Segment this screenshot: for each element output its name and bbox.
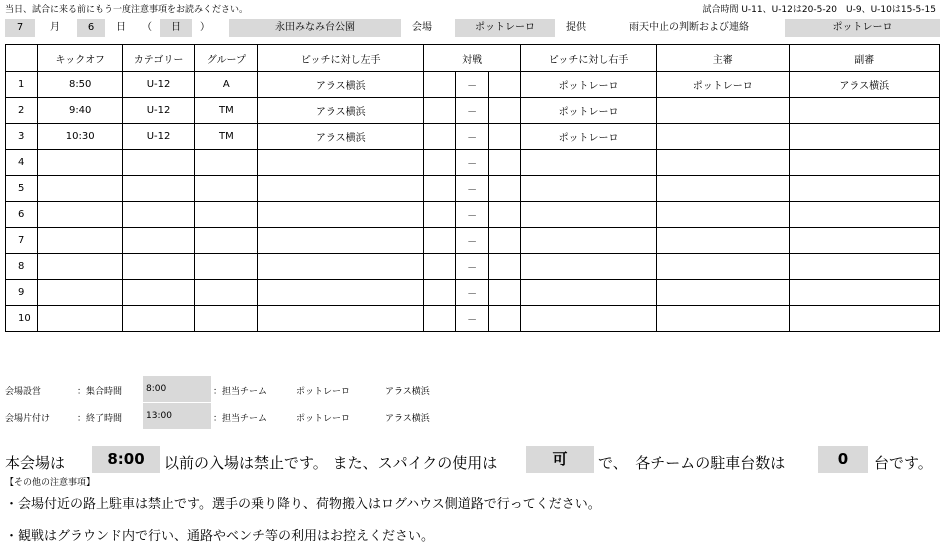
vs-dash-cell: － [455, 124, 488, 150]
row-number: 2 [6, 98, 38, 124]
assistant-cell [789, 124, 939, 150]
group-cell [195, 306, 258, 332]
group-cell: TM [195, 98, 258, 124]
parking-count: 0 [818, 446, 868, 473]
month-value: 7 [5, 19, 35, 37]
provider-label: 提供 [566, 22, 586, 33]
vs-dash-cell: － [455, 306, 488, 332]
month-label: 月 [50, 22, 60, 33]
kickoff-cell [38, 306, 122, 332]
venue-provider: ポットレーロ [455, 19, 555, 37]
schedule-table [5, 44, 940, 332]
group-cell: A [195, 72, 258, 98]
entry-text-2: 以前の入場は禁止です。 また、スパイクの使用は [164, 454, 498, 472]
vs-left-blank [424, 202, 456, 228]
vs-left-blank [424, 228, 456, 254]
vs-dash-cell: － [455, 72, 488, 98]
referee-cell [656, 228, 789, 254]
category-cell: U-12 [122, 72, 194, 98]
paren-close: ） [200, 22, 210, 33]
row-number: 9 [6, 280, 38, 306]
venue-name: 永田みなみ台公園 [229, 19, 401, 37]
right-team-cell: ポットレーロ [521, 72, 657, 98]
kickoff-cell: 10:30 [38, 124, 122, 150]
table-row [6, 306, 940, 332]
row-number: 10 [6, 306, 38, 332]
vs-right-blank [489, 254, 521, 280]
col-header-vs: 対戦 [424, 45, 521, 72]
kickoff-cell [38, 228, 122, 254]
cleanup-team-2: アラス横浜 [385, 414, 430, 424]
category-cell [122, 280, 194, 306]
right-team-cell: ポットレーロ [521, 98, 657, 124]
cleanup-time: 13:00 [143, 403, 211, 429]
setup-team-1: ポットレーロ [296, 387, 351, 397]
assistant-cell: アラス横浜 [789, 72, 939, 98]
col-header-referee: 主審 [656, 45, 789, 72]
kickoff-cell: 8:50 [38, 72, 122, 98]
entry-time: 8:00 [92, 446, 160, 473]
table-row [6, 176, 940, 202]
vs-right-blank [489, 124, 521, 150]
vs-left-blank [424, 280, 456, 306]
entry-text-3: で、 各チームの駐車台数は [598, 454, 786, 472]
category-cell [122, 150, 194, 176]
vs-right-blank [489, 176, 521, 202]
match-time-info: 試合時間 U-11、U-12は20-5-20 U-9、U-10は15-5-15 [702, 5, 936, 15]
vs-right-blank [489, 98, 521, 124]
right-team-cell [521, 228, 657, 254]
vs-dash-cell: － [455, 280, 488, 306]
group-cell [195, 202, 258, 228]
setup-time-label: ：集合時間 [77, 387, 123, 397]
referee-cell [656, 176, 789, 202]
referee-cell [656, 202, 789, 228]
row-number: 7 [6, 228, 38, 254]
table-row [6, 124, 940, 150]
table-row [6, 98, 940, 124]
vs-dash-cell: － [455, 150, 488, 176]
vs-left-blank [424, 124, 456, 150]
group-cell [195, 228, 258, 254]
col-header-left-team: ピッチに対し左手 [258, 45, 424, 72]
paren-open: （ [142, 22, 152, 33]
category-cell: U-12 [122, 124, 194, 150]
note-item-1: ・会場付近の路上駐車は禁止です。選手の乗り降り、荷物搬入はログハウス側道路で行ってください。 [5, 497, 601, 512]
kickoff-cell [38, 176, 122, 202]
setup-label: 会場設営 [5, 387, 42, 397]
left-team-cell [258, 306, 424, 332]
table-header-row [6, 45, 940, 72]
table-row [6, 72, 940, 98]
group-cell [195, 254, 258, 280]
kickoff-cell [38, 202, 122, 228]
vs-right-blank [489, 72, 521, 98]
table-row [6, 254, 940, 280]
category-cell: U-12 [122, 98, 194, 124]
entry-text-1: 本会場は [5, 454, 66, 472]
left-team-cell [258, 150, 424, 176]
table-body [6, 72, 940, 332]
cleanup-label: 会場片付け [5, 414, 51, 424]
row-number: 5 [6, 176, 38, 202]
assistant-cell [789, 98, 939, 124]
cleanup-team-label: ：担当チーム [213, 414, 268, 424]
left-team-cell: アラス横浜 [258, 124, 424, 150]
left-team-cell [258, 202, 424, 228]
left-team-cell: アラス横浜 [258, 98, 424, 124]
right-team-cell [521, 176, 657, 202]
row-number: 1 [6, 72, 38, 98]
left-team-cell [258, 280, 424, 306]
right-team-cell [521, 280, 657, 306]
weekday: 日 [160, 19, 192, 37]
cleanup-time-label: ：終了時間 [77, 414, 123, 424]
spike-allowed: 可 [526, 446, 594, 473]
referee-cell [656, 254, 789, 280]
referee-cell [656, 280, 789, 306]
referee-cell: ポットレーロ [656, 72, 789, 98]
left-team-cell [258, 176, 424, 202]
left-team-cell [258, 228, 424, 254]
vs-left-blank [424, 98, 456, 124]
right-team-cell [521, 202, 657, 228]
vs-left-blank [424, 254, 456, 280]
table-row [6, 228, 940, 254]
note-item-2: ・観戦はグラウンド内で行い、通路やベンチ等の利用はお控えください。 [5, 529, 435, 544]
row-number: 8 [6, 254, 38, 280]
referee-cell [656, 306, 789, 332]
setup-team-2: アラス横浜 [385, 387, 430, 397]
venue-label: 会場 [412, 22, 432, 33]
group-cell [195, 176, 258, 202]
vs-dash-cell: － [455, 228, 488, 254]
referee-cell [656, 124, 789, 150]
right-team-cell [521, 306, 657, 332]
col-header-assistant: 副審 [789, 45, 939, 72]
entry-text-4: 台です。 [874, 454, 933, 472]
assistant-cell [789, 202, 939, 228]
group-cell [195, 280, 258, 306]
col-header-no [6, 45, 38, 72]
rain-label: 雨天中止の判断および連絡 [629, 22, 749, 33]
assistant-cell [789, 280, 939, 306]
vs-left-blank [424, 306, 456, 332]
vs-right-blank [489, 228, 521, 254]
day-value: 6 [77, 19, 105, 37]
other-notes-header: 【その他の注意事項】 [5, 478, 96, 488]
category-cell [122, 306, 194, 332]
col-header-category: カテゴリー [122, 45, 194, 72]
vs-right-blank [489, 202, 521, 228]
left-team-cell [258, 254, 424, 280]
assistant-cell [789, 228, 939, 254]
vs-left-blank [424, 150, 456, 176]
col-header-kickoff: キックオフ [38, 45, 122, 72]
vs-left-blank [424, 72, 456, 98]
row-number: 4 [6, 150, 38, 176]
category-cell [122, 202, 194, 228]
setup-team-label: ：担当チーム [213, 387, 268, 397]
row-number: 6 [6, 202, 38, 228]
vs-left-blank [424, 176, 456, 202]
left-team-cell: アラス横浜 [258, 72, 424, 98]
day-label: 日 [116, 22, 126, 33]
vs-right-blank [489, 280, 521, 306]
right-team-cell [521, 254, 657, 280]
rain-contact: ポットレーロ [785, 19, 940, 37]
row-number: 3 [6, 124, 38, 150]
table-row [6, 150, 940, 176]
cleanup-team-1: ポットレーロ [296, 414, 351, 424]
col-header-group: グループ [195, 45, 258, 72]
kickoff-cell [38, 254, 122, 280]
vs-dash-cell: － [455, 176, 488, 202]
assistant-cell [789, 176, 939, 202]
vs-right-blank [489, 150, 521, 176]
vs-right-blank [489, 306, 521, 332]
assistant-cell [789, 150, 939, 176]
assistant-cell [789, 306, 939, 332]
referee-cell [656, 98, 789, 124]
col-header-right-team: ピッチに対し右手 [521, 45, 657, 72]
group-cell: TM [195, 124, 258, 150]
kickoff-cell: 9:40 [38, 98, 122, 124]
vs-dash-cell: － [455, 254, 488, 280]
table-row [6, 202, 940, 228]
category-cell [122, 176, 194, 202]
category-cell [122, 228, 194, 254]
kickoff-cell [38, 150, 122, 176]
right-team-cell: ポットレーロ [521, 124, 657, 150]
table-row [6, 280, 940, 306]
referee-cell [656, 150, 789, 176]
assistant-cell [789, 254, 939, 280]
category-cell [122, 254, 194, 280]
group-cell [195, 150, 258, 176]
right-team-cell [521, 150, 657, 176]
kickoff-cell [38, 280, 122, 306]
vs-dash-cell: － [455, 98, 488, 124]
vs-dash-cell: － [455, 202, 488, 228]
setup-time: 8:00 [143, 376, 211, 402]
top-notice: 当日、試合に来る前にもう一度注意事項をお読みください。 [5, 5, 249, 15]
